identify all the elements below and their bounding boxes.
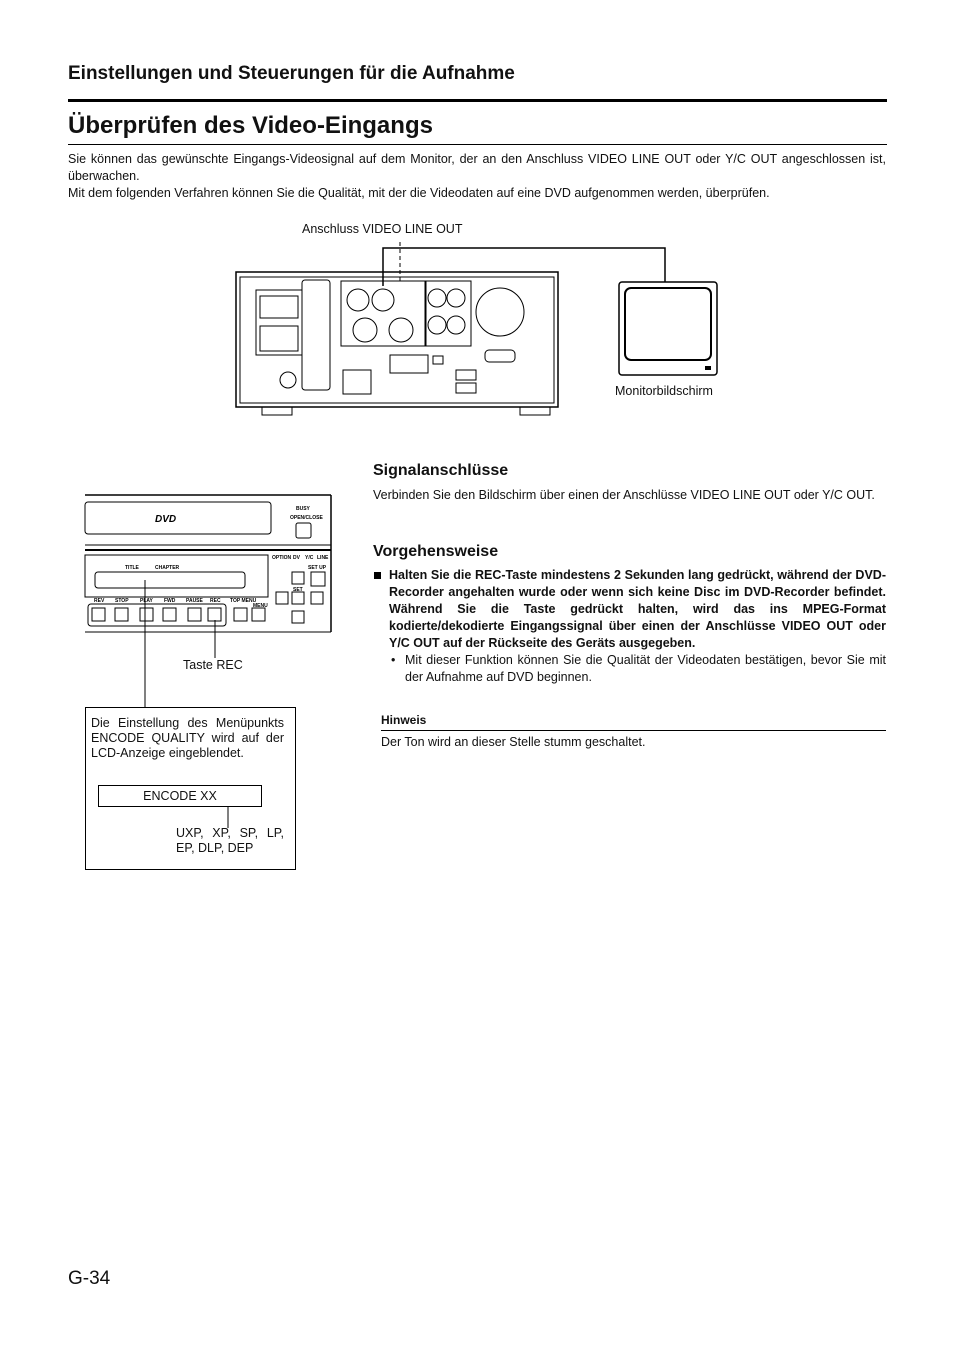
monitor-label: Monitorbildschirm (615, 384, 713, 398)
callout-text: Die Einstellung des Menüpunkts ENCODE QUALITY wird auf der LCD-Anzeige eingeblendet. (91, 716, 284, 760)
lcd-title-label: TITLE (125, 565, 139, 571)
lcd-display-value: ENCODE XX (98, 785, 262, 807)
note-block (381, 713, 886, 749)
connector-label: Anschluss VIDEO LINE OUT (302, 222, 463, 236)
rev-label: REV (94, 598, 105, 604)
input-yc-label: Y/C (305, 555, 314, 561)
section-header: Einstellungen und Steuerungen für die Aufnahme (68, 63, 515, 84)
busy-label: BUSY (296, 506, 310, 512)
input-option-label: OPTION (272, 555, 292, 561)
rec-button-label: Taste REC (183, 658, 243, 672)
play-label: PLAY (140, 598, 153, 604)
note-heading: Hinweis (381, 713, 886, 731)
signal-heading: Signalanschlüsse (373, 462, 509, 479)
menu-label: MENU (253, 603, 268, 609)
procedure-heading: Vorgehensweise (373, 543, 499, 560)
set-up-label: SET UP (308, 565, 327, 571)
stop-label: STOP (115, 598, 129, 604)
pause-label: PAUSE (186, 598, 203, 604)
rear-panel-diagram (0, 0, 954, 420)
page-title: Überprüfen des Video-Eingangs (68, 112, 433, 139)
dvd-logo: DVD (155, 514, 177, 525)
connection-cable (383, 248, 665, 286)
note-text: Der Ton wird an dieser Stelle stumm geschaltet. (381, 735, 646, 749)
procedure-body (373, 567, 886, 686)
procedure-subpoint: • Mit dieser Funktion können Sie die Qualität der Videodaten bestätigen, bevor Sie mit der Aufnahme auf DVD beginnen. (373, 652, 886, 686)
lcd-chapter-label: CHAPTER (155, 565, 180, 571)
input-dv-label: DV (293, 555, 300, 561)
monitor-diagram (619, 282, 717, 375)
procedure-step: Halten Sie die REC-Taste mindestens 2 Sekunden lang gedrückt, während der DVD-Recorder angehalten wurde oder wenn sich keine Disc im DVD-Recorder befindet. Während Sie die Taste gedrückt halten, wird das ins MPEG-Format kodierte/dekodierte Eingangssignal über einen der Anschlüsse VIDEO OUT oder Y/C OUT auf der Rückseite des Geräts ausgegeben. (373, 567, 886, 652)
intro-paragraph: Mit dem folgenden Verfahren können Sie die Qualität, mit der die Videodaten auf eine DVD aufgenommen werden, überprüfen. (68, 186, 770, 200)
encode-modes: UXP, XP, SP, LP, EP, DLP, DEP (176, 826, 284, 855)
open-close-label: OPEN/CLOSE (290, 515, 323, 521)
page-number: G-34 (68, 1268, 111, 1289)
top-menu-label: TOP MENU (230, 598, 257, 604)
intro-paragraph: Sie können das gewünschte Eingangs-Videosignal auf dem Monitor, der an den Anschluss VIDEO LINE OUT oder Y/C OUT angeschlossen ist, überwachen. (68, 152, 886, 183)
input-line-label: LINE (317, 555, 329, 561)
set-label: SET (293, 587, 303, 593)
signal-paragraph: Verbinden Sie den Bildschirm über einen der Anschlüsse VIDEO LINE OUT oder Y/C OUT. (373, 488, 875, 502)
rec-label: REC (210, 598, 221, 604)
signal-text (373, 487, 886, 504)
fwd-label: FWD (164, 598, 176, 604)
